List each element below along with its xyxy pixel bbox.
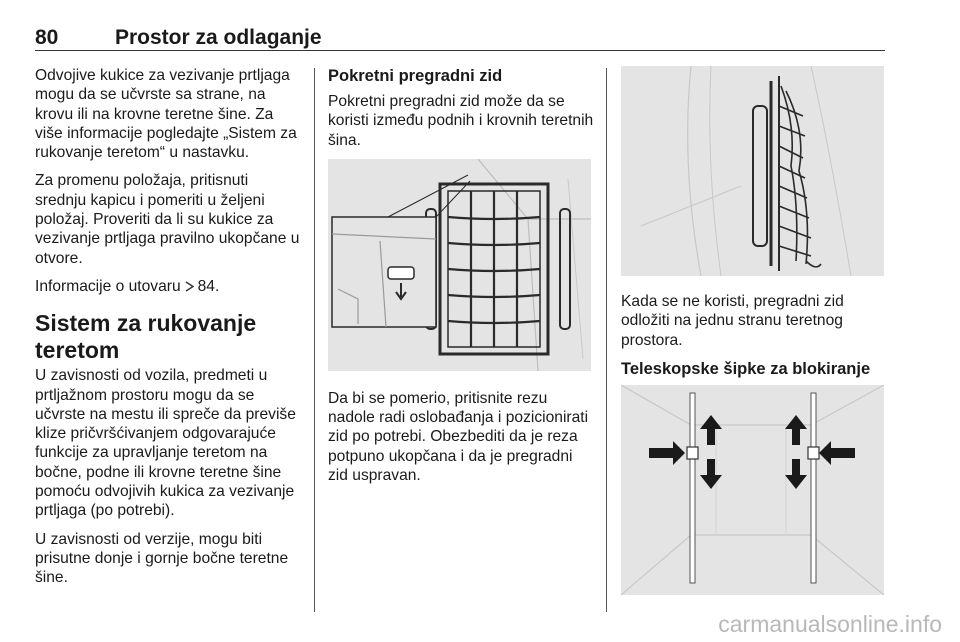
paragraph-partition-usage: Pokretni pregradni zid može da se koristi između podnih i krovnih teretnih šina. <box>328 93 594 149</box>
illustration-telescopic-bars <box>621 385 884 595</box>
illustration-partition-stowed <box>621 66 884 276</box>
heading-movable-partition: Pokretni pregradni zid <box>328 67 503 85</box>
page-number: 80 <box>35 26 59 49</box>
paragraph-cargo-rails: U zavisnosti od verzije, mogu biti prisutne donje i gornje bočne teretne šine. <box>35 530 289 587</box>
loading-info-page-link[interactable]: 84. <box>197 277 220 295</box>
arrow-ref-icon <box>185 279 198 294</box>
column-divider-2 <box>606 68 607 612</box>
paragraph-partition-stow: Kada se ne koristi, pregradni zid odložiti na jednu stranu teretnog prostora. <box>621 293 844 349</box>
paragraph-loading-info <box>35 277 303 296</box>
paragraph-cargo-system: U zavisnosti od vozila, predmeti u prtljažnom prostoru mogu da se učvrste na mestu ili spreče da previše klize pričvršćivanjem odgovarajuće funkcije za upravljanje teretom na bočne, podne ili krovne teretne šine pomoću odvojivih kukica za vezivanje prtljaga (po potrebi). <box>35 367 296 520</box>
watermark: carmanualsonline.info <box>718 611 942 637</box>
column-divider-1 <box>314 68 315 612</box>
section-heading-cargo-system: Sistem za rukovanje teretom <box>35 310 257 364</box>
illustration-partition-net <box>328 159 591 371</box>
paragraph-tie-down-hooks: Odvojive kukice za vezivanje prtljaga mogu da se učvrste sa strane, na krovu ili na krovne teretne šine. Za više informacije pogledajte „Sistem za rukovanje teretom“ u nastavku. <box>35 67 297 162</box>
column-3 <box>621 66 885 595</box>
column-1 <box>35 66 303 597</box>
page-header <box>35 26 885 52</box>
header-divider <box>35 50 885 51</box>
column-2 <box>328 66 596 494</box>
loading-info-text: Informacije o utovaru <box>35 277 181 295</box>
page-title: Prostor za odlaganje <box>115 26 322 49</box>
heading-telescopic-bars: Teleskopske šipke za blokiranje <box>621 359 871 378</box>
paragraph-partition-move: Da bi se pomerio, pritisnite rezu nadole radi oslobađanja i pozicionirati zid po potrebi. Obezbediti da je reza potpuno ukopčana i da je pregradni zid uspravan. <box>328 389 589 485</box>
paragraph-change-position: Za promenu položaja, pritisnuti srednju kapicu i pomeriti u željeni položaj. Proveriti da li su kukice za vezivanje prtljaga pravilno ukopčane u otvore. <box>35 172 300 267</box>
